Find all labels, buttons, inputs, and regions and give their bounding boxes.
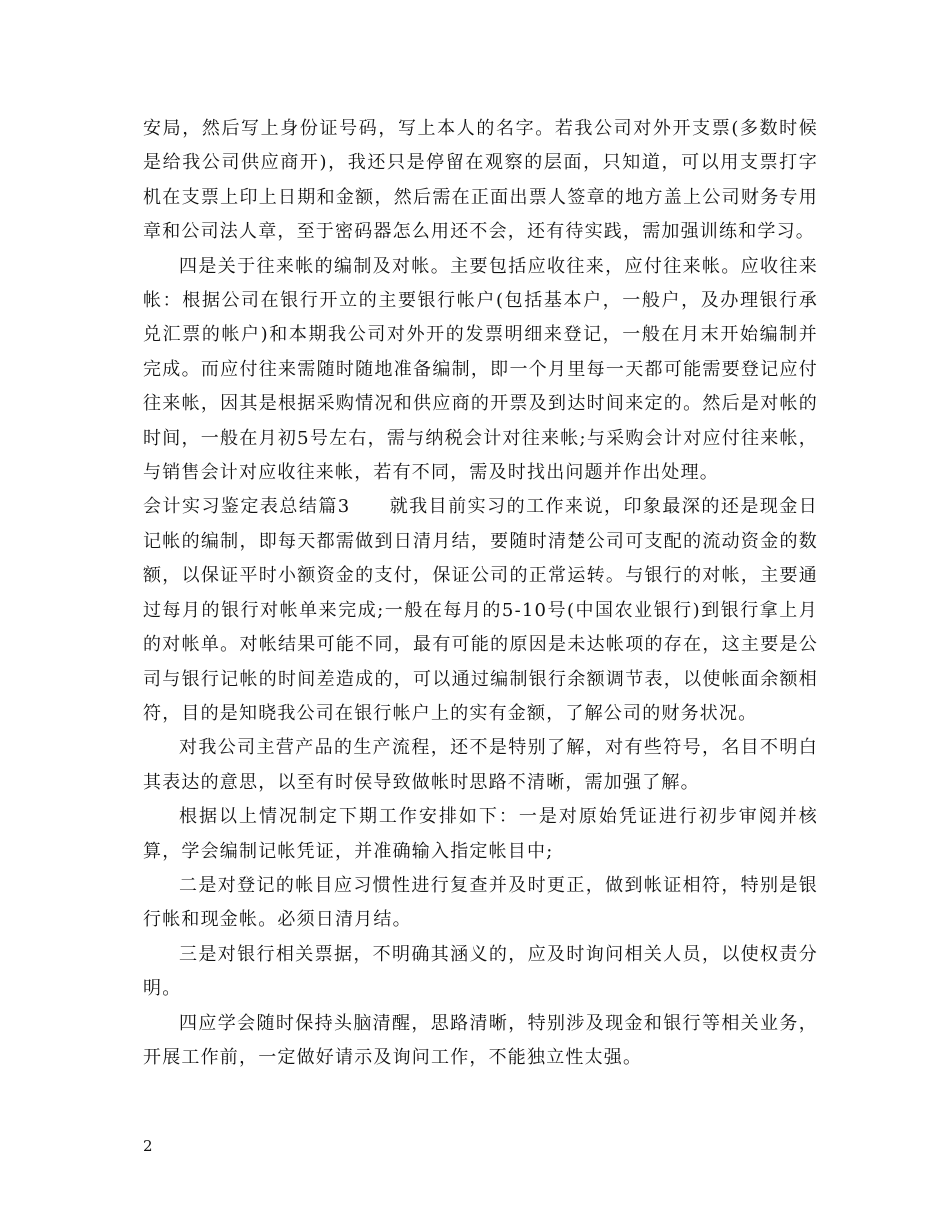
paragraph-5: 根据以上情况制定下期工作安排如下：一是对原始凭证进行初步审阅并核算，学会编制记帐凭证，并准确输入指定帐目中; xyxy=(143,806,818,862)
paragraph-3: 会计实习鉴定表总结篇3 就我目前实习的工作来说，印象最深的还是现金日记帐的编制，即每天都需做到日清月结，要随时清楚公司可支配的流动资金的数额，以保证平时小额资金的支付，保证公司的正常运转。与银行的对帐，主要通过每月的银行对帐单来完成;一般在每月的5-10号(中国农业银行)到银行拿上月的对帐单。对帐结果可能不同，最有可能的原因是未达帐项的存在，这主要是公司与银行记帐的时间差造成的，可以通过编制银行余额调节表，以使帐面余额相符，目的是知晓我公司在银行帐户上的实有金额，了解公司的财务状况。 xyxy=(143,496,818,724)
document-body xyxy=(143,112,818,1075)
paragraph-1: 安局，然后写上身份证号码，写上本人的名字。若我公司对外开支票(多数时候是给我公司供应商开)，我还只是停留在观察的层面，只知道，可以用支票打字机在支票上印上日期和金额，然后需在正面出票人签章的地方盖上公司财务专用章和公司法人章，至于密码器怎么用还不会，还有待实践，需加强训练和学习。 xyxy=(143,118,818,243)
paragraph-7: 三是对银行相关票据，不明确其涵义的，应及时询问相关人员，以使权责分明。 xyxy=(143,943,818,1000)
paragraph-2: 四是关于往来帐的编制及对帐。主要包括应收往来，应付往来帐。应收往来帐：根据公司在银行开立的主要银行帐户(包括基本户，一般户，及办理银行承兑汇票的帐户)和本期我公司对外开的发票明细来登记，一般在月末开始编制并完成。而应付往来需随时随地准备编制，即一个月里每一天都可能需要登记应付往来帐，因其是根据采购情况和供应商的开票及到达时间来定的。然后是对帐的时间，一般在月初5号左右，需与纳税会计对往来帐;与采购会计对应付往来帐，与销售会计对应收往来帐，若有不同，需及时找出问题并作出处理。 xyxy=(143,255,818,484)
page-number: 2 xyxy=(143,1137,153,1155)
paragraph-8: 四应学会随时保持头脑清醒，思路清晰，特别涉及现金和银行等相关业务，开展工作前，一定做好请示及询问工作，不能独立性太强。 xyxy=(143,1012,818,1068)
paragraph-6: 二是对登记的帐目应习惯性进行复查并及时更正，做到帐证相符，特别是银行帐和现金帐。必须日清月结。 xyxy=(143,874,818,931)
paragraph-4: 对我公司主营产品的生产流程，还不是特别了解，对有些符号，名目不明白其表达的意思，以至有时侯导致做帐时思路不清晰，需加强了解。 xyxy=(143,737,818,793)
